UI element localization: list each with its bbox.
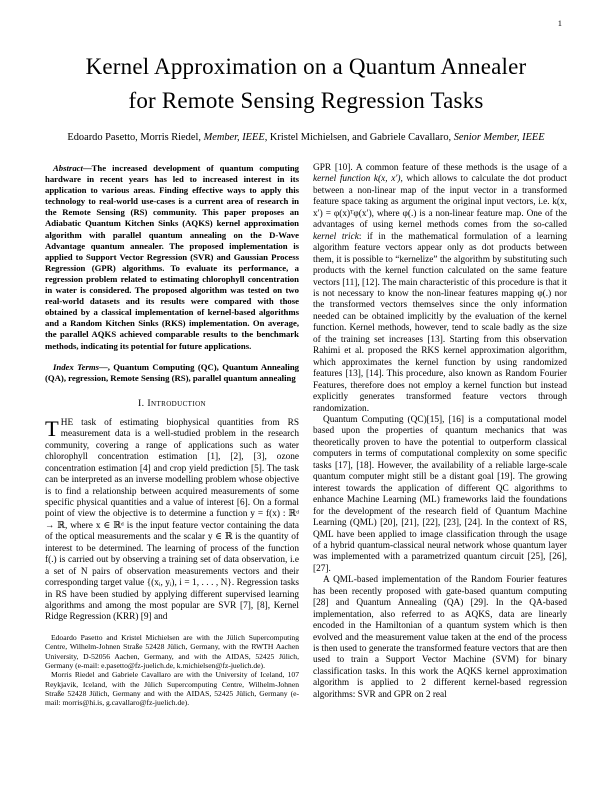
page-content [0, 50, 612, 708]
dropcap-letter: T [45, 415, 59, 441]
paper-title-line2: for Remote Sensing Regression Tasks [128, 88, 484, 113]
body-paragraph: Quantum Computing (QC)[15], [16] is a computational model based upon the properties of quantum mechanics that was theoretically proven to have the potential to outperform classical computers in terms of computational complexity on some specific tasks [17], [18]. However, the availability of a reliable large-scale quantum computer might still be a distant goal [19]. The growing interest towards the application of different QC algorithms to enhance Machine Learning (ML) frameworks laid the foundations for the development of the research field of Quantum Machine Learning (QML) [20], [21], [22], [23], [24]. In the context of RS, QML have been applied to image classification through the usage of a hybrid quantum-classical neural network whose quantum layer was implemented with a parametrized quantum circuit [25], [26], [27]. [313, 414, 567, 574]
two-column-body [45, 163, 567, 708]
section-heading-introduction: I. Introduction [138, 397, 206, 409]
body-paragraph: GPR [10]. A common feature of these methods is the usage of a kernel function k(x, x′), which allows to calculate the dot product between a non-linear map of the input vector in a transformed feature space taking as argument the original input vectors, i.e. k(x, x′) = φ(x)ᵀφ(x′), where φ(.) is a non-linear feature map. One of the advantages of using kernel methods comes from the so-called kernel trick: if in the mathematical formulation of a learning algorithm feature vectors appear only as dot products between them, it is possible to “kernelize” the algorithm by substituting such products with the kernel function calculated on the same feature vectors [11], [12]. The main characteristic of this procedure is that it is not necessary to know the non-linear features mapping φ(.) nor the transformed vectors themselves since the only information needed can be obtained implicitly by the evaluation of the kernel function. Kernel methods, however, tend to scale badly as the size of the training set increases [13]. Starting from this observation Rahimi et al. proposed the RKS kernel approximation algorithm, which approximates the kernel function by using randomized features [13], [14]. This procedure, also known as Random Fourier Features, therefore does not employ a kernel function but instead explicitly generates transformed feature vectors through randomization. [313, 163, 568, 414]
body-paragraph: A QML-based implementation of the Random Fourier features has been recently proposed with gate-based quantum computing [28] and Quantum Annealing (QA) [29]. In the QA-based implementation, also referred to as AQKS, data are linearly encoded in the Hamiltonian of a quantum system which is then evolved and the measurement value taken at the end of the process is then used to generate the transformed feature vectors that are then used to train a Support Vector Machine (SVM) for binary classification tasks. In this work the AQKS kernel approximation algorithm is applied to 2 different kernel-based regression algorithms: SVR and GPR on 2 real [313, 575, 567, 700]
author-affiliations-footnote [45, 633, 299, 708]
intro-paragraph [45, 415, 299, 624]
paper-title [45, 50, 567, 118]
right-column [313, 163, 567, 701]
index-terms-paragraph: Index Terms—, Quantum Computing (QC), Quantum Annealing (QA), regression, Remote Sensing (RS), parallel quantum annealing [45, 361, 299, 383]
intro-lead: HE [60, 417, 74, 428]
authors-line: Edoardo Pasetto, Morris Riedel, Member, IEEE, Kristel Michielsen, and Gabriele Cavallaro, Senior Member, IEEE [67, 132, 545, 143]
footnote-paragraph: Morris Riedel and Gabriele Cavallaro are with the University of Iceland, 107 Reykjavik, Iceland, with the Jülich Supercomputing Centre, Wilhelm-Johnen Straße 52428 Jülich, Germany and with the AIDAS, 52425 Jülich, Germany (e-mail: morris@hi.is, g.cavallaro@fz-juelich.de). [45, 670, 299, 708]
intro-text: task of estimating biophysical quantities from RS measurement data is a well-studied problem in the research community, covering a range of applications such as water chlorophyll concentration estimation [1], [2], [3], ozone concentration estimation [4] and crop yield prediction [5]. The task can be interpreted as an inverse modelling problem whose objective is to find a relationship between acquired measurements of some specific physical quantities and a value of interest [6]. On a formal point of view the objective is to determine a function y = f(x) : ℝᵈ → ℝ, where x ∈ ℝᵈ is the input feature vector containing the data of the optical measurements and the scalar y ∈ ℝ is the quantity of interest to be determined. The learning of process of the function f(.) is carried out by observing a training set of data observation, i.e a set of N pairs of observation measurements vectors and their corresponding target value {(xᵢ, yᵢ), i = 1, . . . , N}. Regression tasks in RS have been studied by applying different supervised learning algorithms and among the most popular are SVR [7], [8], Kernel Ridge Regression (KRR) [9] and [45, 417, 299, 623]
left-column [45, 163, 299, 708]
paper-title-line1: Kernel Approximation on a Quantum Annealer [85, 54, 527, 79]
footnote-paragraph: Edoardo Pasetto and Kristel Michielsen are with the Jülich Supercomputing Centre, Wilhelm-Johnen Straße 52428 Jülich, Germany, with the RWTH Aachen University, D-52056 Aachen, Germany, and with the AIDAS, 52425 Jülich, Germany (e-mail: e.pasetto@fz-juelich.de, k.michielsen@fz-juelich.de). [45, 632, 299, 670]
page-number: 1 [557, 18, 562, 28]
abstract-paragraph: Abstract—The increased development of quantum computing hardware in recent years has led to increased interest in its application to various areas. Finding effective ways to apply this technology to real-world use-cases is a current area of research in the Remote Sensing (RS) community. This paper proposes an Adiabatic Quantum Kitchen Sinks (AQKS) kernel approximation algorithm with parallel quantum annealing on the D-Wave Advantage quantum annealer. The proposed implementation is applied to Support Vector Regression (SVR) and Gaussian Process Regression (GPR) algorithms. To evaluate its performance, a regression problem related to estimating chlorophyll concentration in water is considered. The proposed algorithm was tested on two real-world datasets and its results were compared with those obtained by a classical implementation of kernel-based algorithms and a Random Kitchen Sinks (RKS) implementation. On average, the parallel AQKS achieved comparable results to the benchmark methods, indicating its potential for future applications. [45, 163, 299, 351]
